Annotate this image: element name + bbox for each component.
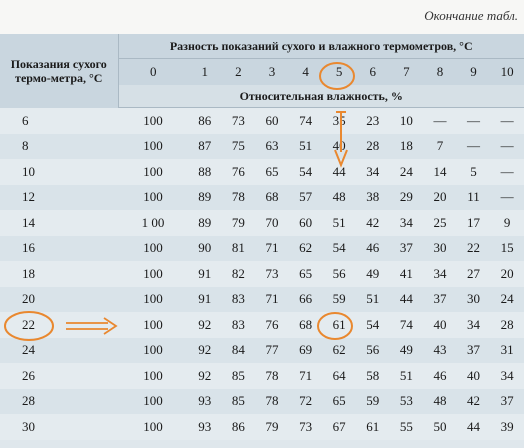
table-row xyxy=(0,261,524,287)
humidity-cell: 31 xyxy=(490,338,524,364)
dry-temp-cell: 22 xyxy=(0,312,118,338)
humidity-cell: 100 xyxy=(118,261,188,287)
humidity-cell: 41 xyxy=(390,261,424,287)
header-diff-6: 6 xyxy=(356,59,390,86)
dry-temp-cell: 30 xyxy=(0,414,118,440)
humidity-cell: 78 xyxy=(222,185,256,211)
humidity-cell: 54 xyxy=(289,159,323,185)
humidity-cell: 76 xyxy=(255,312,289,338)
humidity-cell: 60 xyxy=(255,108,289,134)
humidity-cell: 83 xyxy=(222,312,256,338)
humidity-cell: 11 xyxy=(457,185,491,211)
humidity-cell: 93 xyxy=(188,389,222,415)
humidity-cell: 14 xyxy=(423,159,457,185)
humidity-cell: 34 xyxy=(490,363,524,389)
humidity-cell: 60 xyxy=(289,210,323,236)
humidity-cell: 29 xyxy=(390,185,424,211)
header-diff: Разность показаний сухого и влажного термометров, °С xyxy=(118,34,524,59)
humidity-cell: 83 xyxy=(222,287,256,313)
humidity-cell: 90 xyxy=(188,236,222,262)
dry-temp-cell: 16 xyxy=(0,236,118,262)
humidity-cell: 61 xyxy=(322,312,356,338)
humidity-cell: 72 xyxy=(289,389,323,415)
humidity-cell: 34 xyxy=(390,210,424,236)
humidity-cell: 62 xyxy=(322,338,356,364)
humidity-cell: 55 xyxy=(390,414,424,440)
humidity-cell: 5 xyxy=(457,159,491,185)
humidity-cell: 82 xyxy=(222,261,256,287)
table-row xyxy=(0,414,524,440)
humidity-cell: 77 xyxy=(255,338,289,364)
humidity-cell: 100 xyxy=(118,414,188,440)
humidity-cell: 57 xyxy=(289,185,323,211)
table-caption: Окончание табл. xyxy=(424,8,518,23)
humidity-cell: 51 xyxy=(390,363,424,389)
humidity-cell: 74 xyxy=(289,108,323,134)
humidity-cell: 91 xyxy=(188,287,222,313)
header-diff-7: 7 xyxy=(390,59,424,86)
humidity-cell: 61 xyxy=(356,414,390,440)
humidity-cell: 59 xyxy=(356,389,390,415)
table-row xyxy=(0,236,524,262)
humidity-cell: 18 xyxy=(390,134,424,160)
table-row xyxy=(0,312,524,338)
header-diff-10: 10 xyxy=(490,59,524,86)
humidity-cell: 91 xyxy=(188,261,222,287)
humidity-cell: 40 xyxy=(322,134,356,160)
humidity-cell: 73 xyxy=(222,108,256,134)
humidity-cell: 49 xyxy=(390,338,424,364)
humidity-cell: — xyxy=(490,134,524,160)
header-diff-4: 4 xyxy=(289,59,323,86)
psychrometric-table xyxy=(0,34,524,440)
humidity-cell: 44 xyxy=(322,159,356,185)
dry-temp-cell: 28 xyxy=(0,389,118,415)
humidity-cell: 62 xyxy=(289,236,323,262)
humidity-cell: 34 xyxy=(356,159,390,185)
dry-temp-cell: 6 xyxy=(0,108,118,134)
humidity-cell: 65 xyxy=(289,261,323,287)
humidity-cell: 100 xyxy=(118,185,188,211)
humidity-cell: — xyxy=(490,108,524,134)
humidity-cell: 87 xyxy=(188,134,222,160)
humidity-cell: — xyxy=(457,134,491,160)
humidity-cell: 100 xyxy=(118,389,188,415)
humidity-cell: 44 xyxy=(457,414,491,440)
humidity-cell: 100 xyxy=(118,363,188,389)
humidity-cell: 92 xyxy=(188,363,222,389)
humidity-cell: 65 xyxy=(322,389,356,415)
dry-temp-cell: 24 xyxy=(0,338,118,364)
humidity-cell: 71 xyxy=(255,287,289,313)
humidity-cell: 93 xyxy=(188,414,222,440)
humidity-cell: 73 xyxy=(289,414,323,440)
humidity-cell: 79 xyxy=(255,414,289,440)
humidity-cell: 79 xyxy=(222,210,256,236)
humidity-cell: 100 xyxy=(118,338,188,364)
humidity-cell: 40 xyxy=(457,363,491,389)
dry-temp-cell: 20 xyxy=(0,287,118,313)
humidity-cell: 24 xyxy=(390,159,424,185)
humidity-cell: 46 xyxy=(356,236,390,262)
humidity-cell: 15 xyxy=(490,236,524,262)
table-body xyxy=(0,108,524,440)
humidity-cell: 44 xyxy=(390,287,424,313)
table-row xyxy=(0,287,524,313)
humidity-cell: 100 xyxy=(118,236,188,262)
humidity-cell: 53 xyxy=(390,389,424,415)
humidity-cell: 42 xyxy=(457,389,491,415)
humidity-cell: 85 xyxy=(222,363,256,389)
humidity-cell: 28 xyxy=(356,134,390,160)
table-row xyxy=(0,338,524,364)
table-row xyxy=(0,210,524,236)
header-diff-0: 0 xyxy=(118,59,188,86)
table-row xyxy=(0,363,524,389)
humidity-cell: 37 xyxy=(423,287,457,313)
table-row xyxy=(0,108,524,134)
humidity-cell: 68 xyxy=(289,312,323,338)
dry-temp-cell: 18 xyxy=(0,261,118,287)
humidity-cell: 86 xyxy=(222,414,256,440)
dry-temp-cell: 12 xyxy=(0,185,118,211)
header-diff-2: 2 xyxy=(222,59,256,86)
humidity-cell: 30 xyxy=(423,236,457,262)
humidity-cell: 71 xyxy=(255,236,289,262)
humidity-cell: 73 xyxy=(255,261,289,287)
humidity-cell: 51 xyxy=(289,134,323,160)
humidity-cell: 22 xyxy=(457,236,491,262)
humidity-cell: — xyxy=(490,159,524,185)
humidity-cell: 84 xyxy=(222,338,256,364)
humidity-cell: — xyxy=(423,108,457,134)
humidity-cell: 34 xyxy=(457,312,491,338)
humidity-cell: 63 xyxy=(255,134,289,160)
humidity-cell: 68 xyxy=(255,185,289,211)
humidity-cell: 81 xyxy=(222,236,256,262)
humidity-cell: 65 xyxy=(255,159,289,185)
humidity-cell: 9 xyxy=(490,210,524,236)
humidity-cell: 37 xyxy=(390,236,424,262)
humidity-cell: 25 xyxy=(423,210,457,236)
humidity-cell: 100 xyxy=(118,287,188,313)
humidity-cell: 100 xyxy=(118,312,188,338)
humidity-cell: 34 xyxy=(423,261,457,287)
humidity-cell: 43 xyxy=(423,338,457,364)
humidity-cell: 7 xyxy=(423,134,457,160)
dry-temp-cell: 14 xyxy=(0,210,118,236)
humidity-cell: 66 xyxy=(289,287,323,313)
humidity-cell: 51 xyxy=(356,287,390,313)
humidity-cell: 75 xyxy=(222,134,256,160)
table-row xyxy=(0,134,524,160)
humidity-cell: 37 xyxy=(457,338,491,364)
humidity-cell: 74 xyxy=(390,312,424,338)
humidity-cell: 89 xyxy=(188,185,222,211)
humidity-cell: 27 xyxy=(457,261,491,287)
humidity-cell: 30 xyxy=(457,287,491,313)
table-row xyxy=(0,185,524,211)
header-humidity: Относительная влажность, % xyxy=(118,85,524,108)
table-row xyxy=(0,159,524,185)
humidity-cell: 76 xyxy=(222,159,256,185)
humidity-cell: 20 xyxy=(423,185,457,211)
header-diff-5: 5 xyxy=(322,59,356,86)
humidity-table-container xyxy=(0,34,524,448)
humidity-cell: 51 xyxy=(322,210,356,236)
humidity-cell: 48 xyxy=(423,389,457,415)
humidity-cell: 59 xyxy=(322,287,356,313)
humidity-cell: 48 xyxy=(322,185,356,211)
header-diff-8: 8 xyxy=(423,59,457,86)
humidity-cell: 1 00 xyxy=(118,210,188,236)
humidity-cell: 40 xyxy=(423,312,457,338)
humidity-cell: 56 xyxy=(356,338,390,364)
dry-temp-cell: 8 xyxy=(0,134,118,160)
humidity-cell: 46 xyxy=(423,363,457,389)
humidity-cell: 56 xyxy=(322,261,356,287)
humidity-cell: 69 xyxy=(289,338,323,364)
humidity-cell: 10 xyxy=(390,108,424,134)
header-diff-9: 9 xyxy=(457,59,491,86)
humidity-cell: 42 xyxy=(356,210,390,236)
humidity-cell: 89 xyxy=(188,210,222,236)
humidity-cell: 39 xyxy=(490,414,524,440)
humidity-cell: 54 xyxy=(356,312,390,338)
header-dry-temp: Показания сухого термо-метра, °С xyxy=(0,34,118,108)
humidity-cell: 23 xyxy=(356,108,390,134)
humidity-cell: 28 xyxy=(490,312,524,338)
humidity-cell: 49 xyxy=(356,261,390,287)
humidity-cell: 88 xyxy=(188,159,222,185)
humidity-cell: 64 xyxy=(322,363,356,389)
humidity-cell: 78 xyxy=(255,363,289,389)
humidity-cell: — xyxy=(457,108,491,134)
humidity-cell: 92 xyxy=(188,338,222,364)
humidity-cell: 20 xyxy=(490,261,524,287)
table-row xyxy=(0,389,524,415)
humidity-cell: 37 xyxy=(490,389,524,415)
dry-temp-cell: 10 xyxy=(0,159,118,185)
humidity-cell: 78 xyxy=(255,389,289,415)
humidity-cell: 58 xyxy=(356,363,390,389)
humidity-cell: 85 xyxy=(222,389,256,415)
humidity-cell: 35 xyxy=(322,108,356,134)
humidity-cell: — xyxy=(490,185,524,211)
humidity-cell: 100 xyxy=(118,108,188,134)
humidity-cell: 100 xyxy=(118,159,188,185)
humidity-cell: 54 xyxy=(322,236,356,262)
dry-temp-cell: 26 xyxy=(0,363,118,389)
humidity-cell: 38 xyxy=(356,185,390,211)
humidity-cell: 70 xyxy=(255,210,289,236)
humidity-cell: 92 xyxy=(188,312,222,338)
humidity-cell: 71 xyxy=(289,363,323,389)
humidity-cell: 17 xyxy=(457,210,491,236)
humidity-cell: 50 xyxy=(423,414,457,440)
header-diff-3: 3 xyxy=(255,59,289,86)
humidity-cell: 86 xyxy=(188,108,222,134)
humidity-cell: 67 xyxy=(322,414,356,440)
header-diff-1: 1 xyxy=(188,59,222,86)
humidity-cell: 100 xyxy=(118,134,188,160)
humidity-cell: 24 xyxy=(490,287,524,313)
